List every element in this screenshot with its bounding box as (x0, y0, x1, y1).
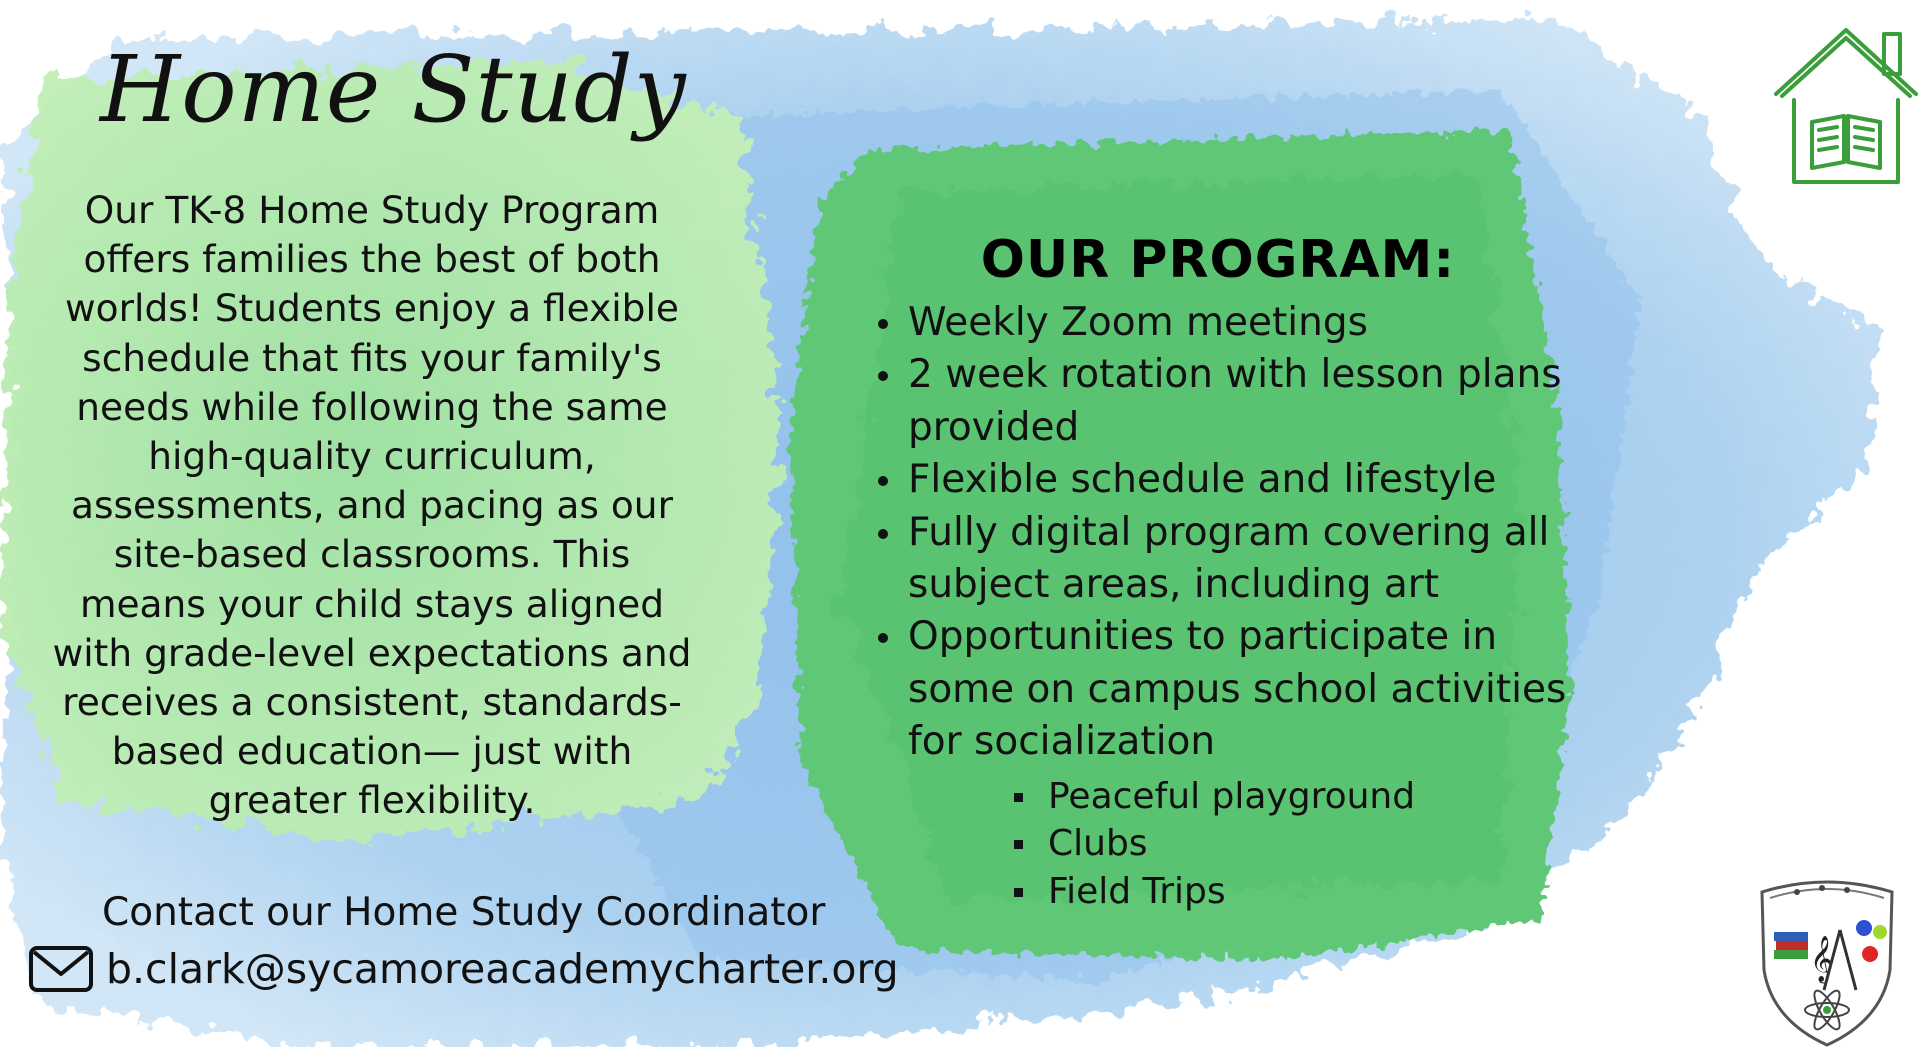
school-crest-logo (1752, 870, 1902, 1047)
house-book-icon (1772, 24, 1920, 188)
list-item (908, 297, 1578, 349)
email-link[interactable]: b.clark@sycamoreacademycharter.org (106, 944, 899, 993)
list-item (908, 349, 1578, 454)
activities-sublist (1048, 773, 1718, 916)
program-item-text: Fully digital program covering all subject areas, including art (908, 509, 1550, 608)
envelope-icon (28, 944, 94, 994)
sub-item-text: Field Trips (1048, 870, 1226, 912)
square-bullet-icon (1014, 793, 1023, 802)
list-item (908, 454, 1578, 506)
page-title: Home Study (100, 36, 687, 143)
program-item-text: Opportunities to participate in some on campus school activities for socialization (908, 614, 1567, 765)
program-heading: OUR PROGRAM: (980, 230, 1456, 290)
sub-list-item (1048, 868, 1718, 916)
svg-text:𝄞: 𝄞 (1810, 936, 1834, 982)
list-item (908, 507, 1578, 612)
square-bullet-icon (1014, 888, 1023, 897)
square-bullet-icon (1014, 840, 1023, 849)
contact-label: Contact our Home Study Coordinator (102, 890, 826, 935)
sub-item-text: Clubs (1048, 823, 1148, 865)
program-item-text: 2 week rotation with lesson plans provided (908, 352, 1562, 450)
email-row (28, 944, 899, 994)
list-item (908, 611, 1578, 915)
sub-list-item (1048, 820, 1718, 868)
sub-list-item (1048, 773, 1718, 821)
sub-item-text: Peaceful playground (1048, 775, 1416, 817)
bullet-icon (878, 529, 888, 539)
intro-paragraph: Our TK-8 Home Study Program offers families the best of both worlds! Students enjoy a flexible schedule that fits your family's needs while following the same high-quality curriculum, assessments, and pacing as our site-based classrooms. This means your child stays aligned with grade-level expectations and receives a consistent, standards-based education— just with greater flexibility. (52, 188, 692, 823)
program-item-text: Flexible schedule and lifestyle (908, 457, 1497, 503)
bullet-icon (878, 319, 888, 329)
program-item-text: Weekly Zoom meetings (908, 300, 1368, 345)
program-list (908, 297, 1578, 915)
